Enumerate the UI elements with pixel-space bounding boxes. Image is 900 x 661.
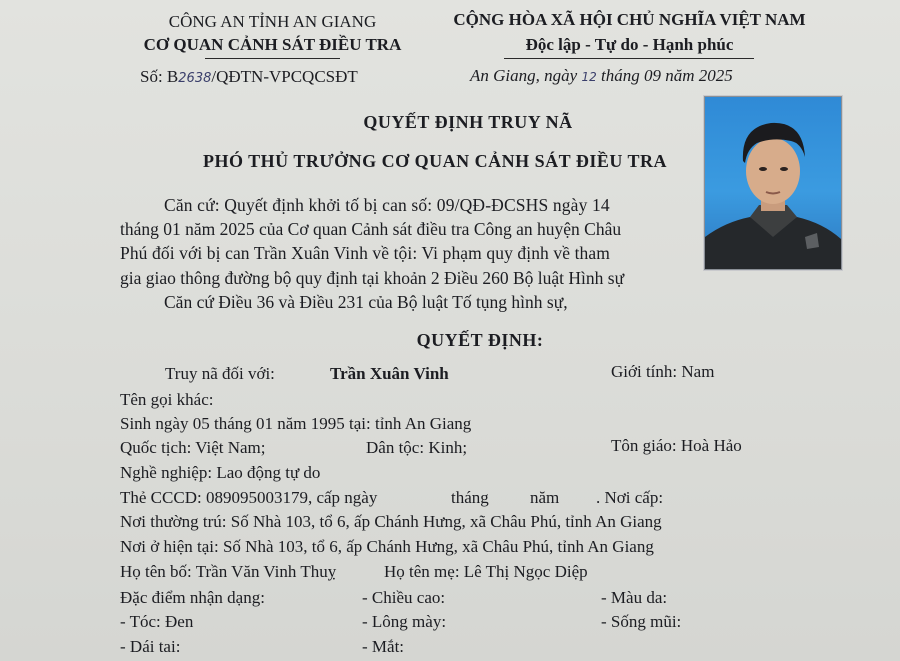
birth-info: Sinh ngày 05 tháng 01 năm 1995 tại: tỉnh An Giang [120,414,472,433]
right-header-underline [504,58,754,59]
decision-heading: QUYẾT ĐỊNH: [416,330,544,350]
hair: - Tóc: Đen [120,612,194,631]
issue-date [470,66,733,86]
reference-number [140,67,358,87]
reference-suffix: /QĐTN-VPCQCSĐT [211,67,358,86]
mother-name: Họ tên mẹ: Lê Thị Ngọc Diệp [384,562,588,581]
date-suffix: tháng 09 năm 2025 [600,66,733,85]
department-name: CƠ QUAN CẢNH SÁT ĐIỀU TRA [143,35,402,54]
id-year: năm [530,488,560,507]
left-header-underline [205,58,340,59]
document-title: QUYẾT ĐỊNH TRUY NÃ [363,112,573,132]
suspect-photo [704,96,842,270]
current-residence: Nơi ở hiện tại: Số Nhà 103, tổ 6, ấp Chánh Hưng, xã Châu Phú, tỉnh An Giang [120,537,654,556]
religion: Tôn giáo: Hoà Hảo [611,436,742,455]
skin-color: - Màu da: [601,588,668,607]
reference-handwritten-number: 2638 [178,71,212,86]
eyebrows: - Lông mày: [362,612,447,631]
height: - Chiều cao: [362,588,446,607]
country-name: CỘNG HÒA XÃ HỘI CHỦ NGHĨA VIỆT NAM [453,10,806,29]
id-place: . Nơi cấp: [596,488,664,507]
basis-line-2: tháng 01 năm 2025 của Cơ quan Cảnh sát điều tra Công an huyện Châu [120,219,622,239]
wanted-name: Trần Xuân Vinh [330,364,449,383]
eyes: - Mắt: [362,637,405,656]
wanted-label: Truy nã đối với: [165,364,275,383]
id-card: Thẻ CCCD: 089095003179, cấp ngày [120,488,378,507]
alias: Tên gọi khác: [120,390,214,409]
id-month: tháng [451,488,489,507]
basis-line-3: Phú đối với bị can Trần Xuân Vinh về tội: Vi phạm quy định về tham [120,243,610,263]
identification-heading: Đặc điểm nhận dạng: [120,588,265,607]
date-handwritten-day: 12 [581,70,597,84]
father-name: Họ tên bố: Trần Văn Vinh Thuỵ [120,562,337,581]
gender: Giới tính: Nam [611,362,715,381]
issuer-title: PHÓ THỦ TRƯỞNG CƠ QUAN CẢNH SÁT ĐIỀU TRA [202,151,668,171]
reference-prefix: Số: B [140,67,179,86]
earlobes: - Dái tai: [120,637,181,656]
agency-name: CÔNG AN TỈNH AN GIANG [168,12,377,31]
occupation: Nghề nghiệp: Lao động tự do [120,463,321,482]
nose-bridge: - Sống mũi: [601,612,682,631]
portrait-image [705,97,841,269]
permanent-residence: Nơi thường trú: Số Nhà 103, tổ 6, ấp Chánh Hưng, xã Châu Phú, tỉnh An Giang [120,512,662,531]
national-motto: Độc lập - Tự do - Hạnh phúc [525,35,734,54]
basis-line-5: Căn cứ Điều 36 và Điều 231 của Bộ luật Tố tụng hình sự, [164,292,568,312]
date-prefix: An Giang, ngày [470,66,578,85]
basis-line-1: Căn cứ: Quyết định khởi tố bị can số: 09/QĐ-ĐCSHS ngày 14 [164,195,610,215]
basis-line-4: gia giao thông đường bộ quy định tại khoản 2 Điều 260 Bộ luật Hình sự [120,268,625,288]
ethnicity: Dân tộc: Kinh; [366,438,468,457]
nationality: Quốc tịch: Việt Nam; [120,438,266,457]
